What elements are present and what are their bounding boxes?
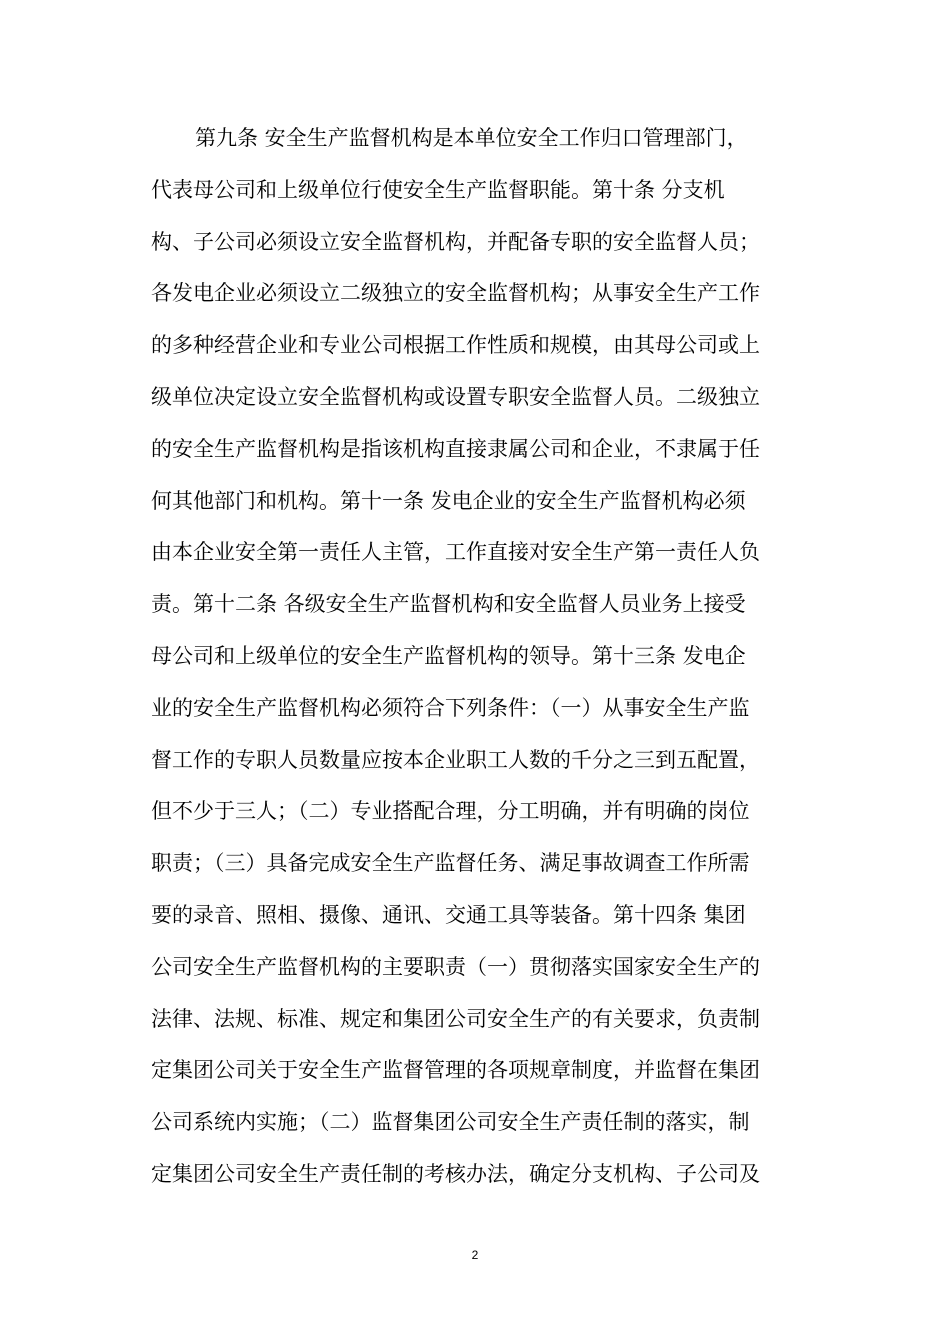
text-line: 构、子公司必须设立安全监督机构，并配备专职的安全监督人员； [151,229,760,254]
text-line: 督工作的专职人员数量应按本企业职工人数的千分之三到五配置， [151,747,760,772]
text-line: 公司安全生产监督机构的主要职责（一）贯彻落实国家安全生产的 [151,954,760,979]
text-line: 法律、法规、标准、规定和集团公司安全生产的有关要求，负责制 [151,1006,760,1031]
text-line: 代表母公司和上级单位行使安全生产监督职能。第十条 分支机 [151,177,725,202]
text-line: 定集团公司关于安全生产监督管理的各项规章制度，并监督在集团 [151,1058,760,1083]
text-line: 职责；（三）具备完成安全生产监督任务、满足事故调查工作所需 [151,851,750,876]
text-line: 的多种经营企业和专业公司根据工作性质和规模，由其母公司或上 [151,333,760,358]
text-line: 定集团公司安全生产责任制的考核办法，确定分支机构、子公司及 [151,1161,760,1186]
text-line: 的安全生产监督机构是指该机构直接隶属公司和企业，不隶属于任 [151,436,760,461]
text-line: 何其他部门和机构。第十一条 发电企业的安全生产监督机构必须 [151,488,746,513]
text-line: 业的安全生产监督机构必须符合下列条件：（一）从事安全生产监 [151,695,750,720]
text-line: 级单位决定设立安全监督机构或设置专职安全监督人员。二级独立 [151,384,760,409]
text-line: 要的录音、照相、摄像、通讯、交通工具等装备。第十四条 集团 [151,902,746,927]
text-line: 母公司和上级单位的安全生产监督机构的领导。第十三条 发电企 [151,643,746,668]
text-line: 各发电企业必须设立二级独立的安全监督机构；从事安全生产工作 [151,281,760,306]
text-line: 责。第十二条 各级安全生产监督机构和安全监督人员业务上接受 [151,592,746,617]
text-line: 公司系统内实施；（二）监督集团公司安全生产责任制的落实，制 [151,1110,750,1135]
body-text [151,118,811,1206]
text-line: 但不少于三人；（二）专业搭配合理，分工明确，并有明确的岗位 [151,799,750,824]
page-number: 2 [471,1248,479,1262]
text-line: 由本企业安全第一责任人主管，工作直接对安全生产第一责任人负 [151,540,760,565]
text-line: 第九条 安全生产监督机构是本单位安全工作归口管理部门， [195,126,748,150]
